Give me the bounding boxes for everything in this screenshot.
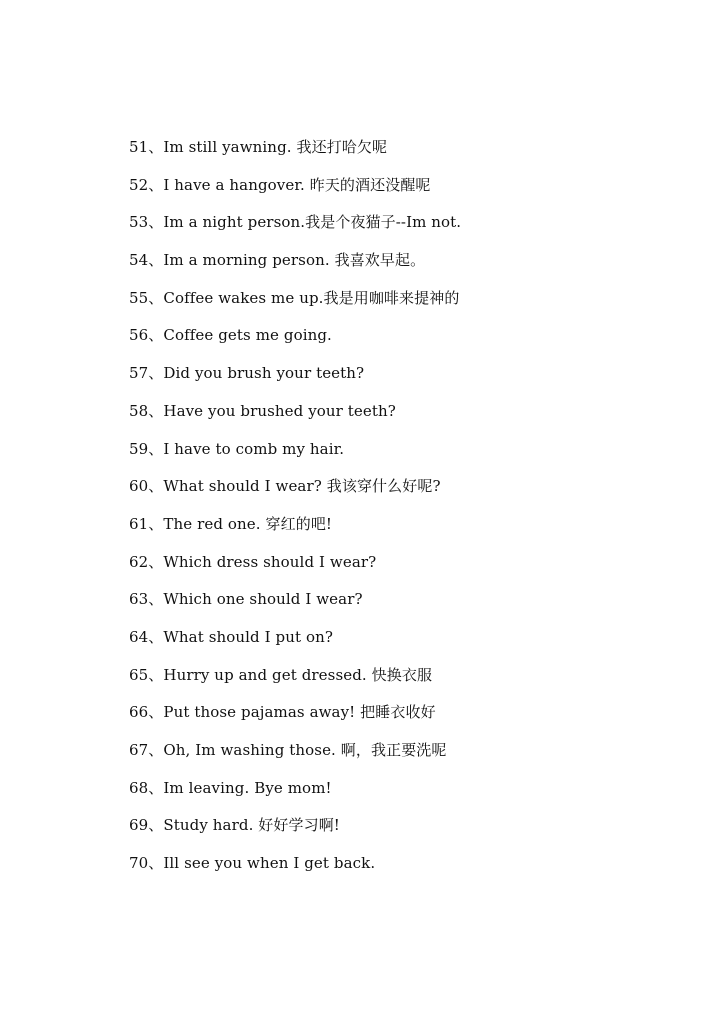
- list-item: 67、Oh, Im washing those. 啊，我正要洗呢: [129, 741, 447, 759]
- list-item: 55、Coffee wakes me up.我是用咖啡来提神的: [129, 288, 460, 307]
- list-item: 64、What should I put on?: [129, 627, 334, 646]
- list-item: 62、Which dress should I wear?: [129, 552, 377, 571]
- list-item: 63、Which one should I wear?: [129, 590, 363, 609]
- list-item: 52、I have a hangover. 昨天的酒还没醒呢: [129, 175, 431, 194]
- list-item: 54、Im a morning person. 我喜欢早起。: [129, 251, 426, 270]
- list-item: 60、What should I wear? 我该穿什么好呢?: [129, 477, 441, 496]
- list-item: 69、Study hard. 好好学习啊!: [129, 816, 340, 835]
- list-item: 68、Im leaving. Bye mom!: [129, 778, 332, 797]
- list-item: 70、Ill see you when I get back.: [129, 854, 376, 873]
- list-item: 59、I have to comb my hair.: [129, 439, 345, 458]
- list-item: 58、Have you brushed your teeth?: [129, 401, 396, 420]
- list-item: 53、Im a night person.我是个夜猫子--Im not.: [129, 213, 462, 232]
- list-item: 57、Did you brush your teeth?: [129, 364, 365, 383]
- list-item: 56、Coffee gets me going.: [129, 326, 332, 345]
- list-item: 65、Hurry up and get dressed. 快换衣服: [129, 665, 433, 684]
- list-item: 51、Im still yawning. 我还打哈欠呢: [129, 138, 388, 156]
- list-item: 66、Put those pajamas away! 把睡衣收好: [129, 703, 436, 722]
- list-item: 61、The red one. 穿红的吧!: [129, 514, 333, 533]
- phrase-list: [129, 133, 461, 887]
